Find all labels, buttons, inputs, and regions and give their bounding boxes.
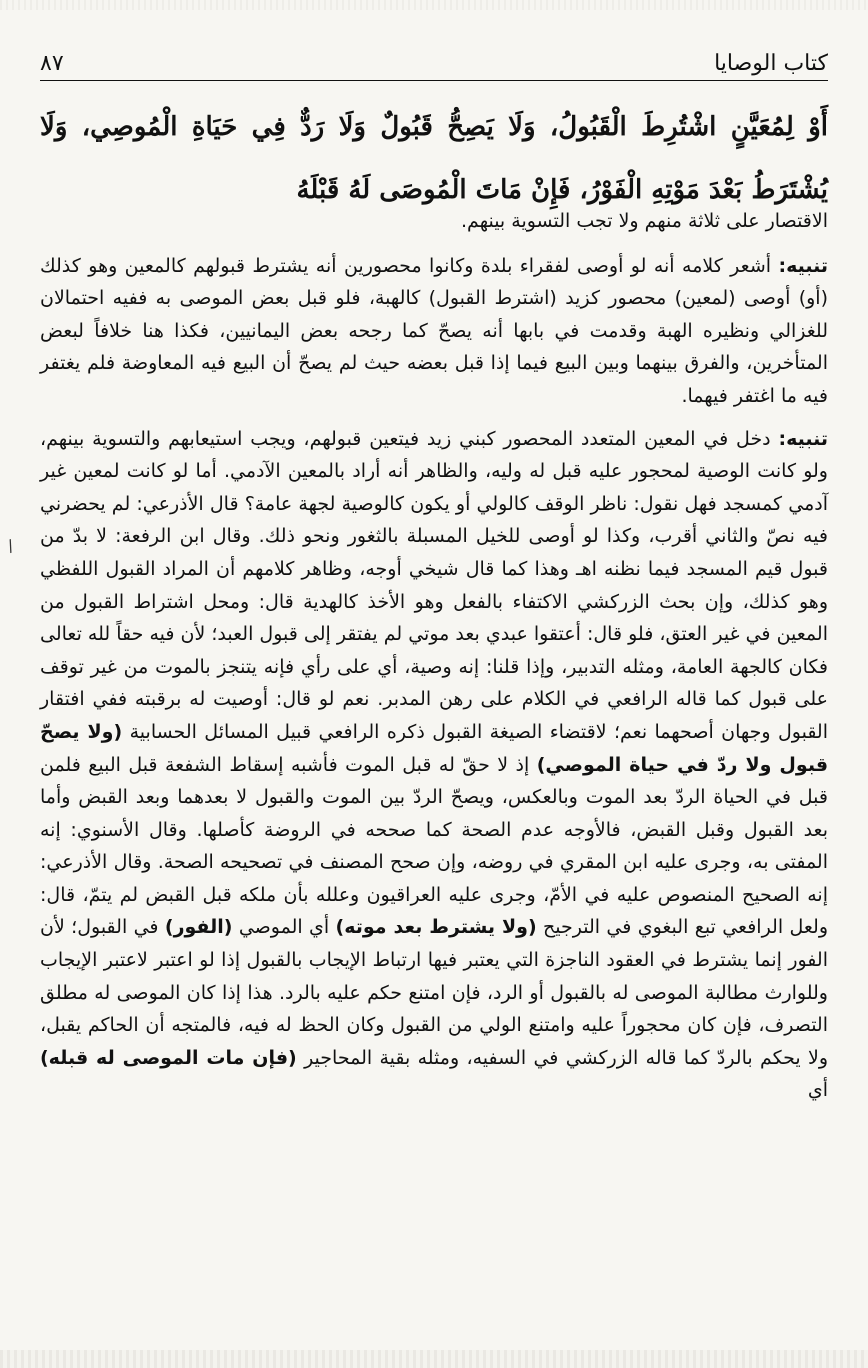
note-label: تنبيه:: [778, 427, 828, 450]
note-text: في القبول؛ لأن الفور إنما يشترط في العقود الناجزة التي يعتبر فيها ارتباط الإيجاب بالقبول إذا لو اعتبر لاعتبر الإيجاب وللوارث مطالبة الموصى له بالقبول أو الرد، فإن امتنع حكم عليه بالرد. هذا إذا كان الموصى له مطلق التصرف، فإن كان محجوراً عليه وامتنع الولي من القبول وكان الحظ له فيه، فالمتجه أن الحاكم يقبل، ولا يحكم بالردّ كما قاله الزركشي في السفيه، ومثله بقية المحاجير: [40, 916, 829, 1069]
page-header: [40, 40, 828, 81]
note-text: دخل في المعين المتعدد المحصور كبني زيد فيتعين قبولهم، ويجب استيعابهم والتسوية بينهم، ولو كانت الوصية لمحجور عليه قبل له وليه، والظاهر أنه أراد بالمعين الآدمي. أما لو كانت لمعين غير آدمي كمسجد فهل نقول: ناظر الوقف كالولي أو يكون كالوصية لجهة عامة؟ قال الأذرعي: لم يحضرني فيه نصّ والثاني أقرب، وكذا لو أوصى للخيل المسبلة بالثغور ونحو ذلك. وقال ابن الرفعة: لا بدّ من قبول قيم المسجد فيما نظنه اهـ وهذا كما قال شيخي أوجه، وظاهر كلامهم أن المراد القبول اللفظي وهو كذلك، وإن بحث الزركشي الاكتفاء بالفعل وهو الأخذ كالهدية قال: ومحل اشتراط القبول من المعين في غير العتق، فلو قال: أعتقوا عبدي بعد موتي لم يفتقر إلى قبول العبد؛ لأن فيه حقاً لله تعالى فكان كالجهة العامة، ومثله التدبير، وإذا قلنا: إنه وصية، أي على رأي فإنه يتنجز بالموت من غير توقف على قبول كما قاله الرافعي في الكلام على رهن المدبر. نعم لو قال: أوصيت له برقبته ففي افتقار القبول وجهان أصحهما نعم؛ لاقتضاء الصيغة القبول ذكره الرافعي قبيل المسائل الحسابية: [40, 427, 829, 743]
scan-top-edge: [0, 0, 868, 10]
note-text: إذ لا حقّ له قبل الموت فأشبه إسقاط الشفعة قبل البيع فلمن قبل في الحياة الردّ بعد الموت وبالعكس، ويصحّ الردّ بين الموت والقبول لا بعدهما وبعد القبض وأما بعد القبول وقبل القبض، فالأوجه عدم الصحة كما صححه في الروضة كأصلها. وقال الأسنوي: إنه المفتى به، وجرى عليه ابن المقري في روضه، وإن صحح المصنف في تصحيحه الصحة. وقال الأذرعي: إنه الصحيح المنصوص عليه في الأمّ، وجرى عليه العراقيون وعلله بأن ملكه قبل القبض لم يتمّ، قال: ولعل الرافعي تبع البغوي في الترجيح: [40, 753, 829, 939]
matn-quote: (الفور): [164, 916, 233, 939]
running-title: كتاب الوصايا: [714, 51, 828, 76]
margin-mark: /: [4, 535, 17, 556]
commentary: [40, 205, 828, 1117]
note-text: أي الموصي: [238, 916, 330, 939]
scan-bottom-edge: [0, 1350, 868, 1368]
note-paragraph-2: [40, 423, 828, 1107]
matn-quote: (ولا يشترط بعد موته): [335, 916, 537, 939]
page-number: ٨٧: [40, 51, 64, 76]
commentary-lead: الاقتصار على ثلاثة منهم ولا تجب التسوية بينهم.: [461, 210, 828, 232]
note-text: أشعر كلامه أنه لو أوصى لفقراء بلدة وكانوا محصورين أنه يشترط قبولهم كالمعين وهو كذلك (أو) أوصى (لمعين) محصور كزيد (اشترط القبول) كالهبة، فلو قبل بعض الموصى به ففيه احتمالان للغزالي ونظيره الهبة وقدمت في بابها أنه يصحّ كما رجحه بعض اليمانيين، فكذا هنا خلافاً لبعض المتأخرين، والفرق بينهما وبين البيع فيما إذا قبل بعضه حيث لم يصحّ أن البيع فيه المعاوضة فلم يغتفر فيه ما اغتفر فيهما.: [40, 254, 828, 407]
note-paragraph-1: [40, 250, 828, 413]
note-text: أي: [807, 1079, 828, 1102]
note-label: تنبيه:: [778, 254, 828, 277]
matn-quote: (فإن مات الموصى له قبله): [40, 1046, 297, 1069]
matn-quote: (ولا يصحّ قبول ولا ردّ في حياة الموصي): [40, 720, 829, 776]
matn-text: أَوْ لِمُعَيَّنٍ اشْتُرِطَ الْقَبُولُ، وَلَا يَصِحُّ قَبُولٌ وَلَا رَدٌّ فِي حَيَاةِ الْمُوصِي، وَلَا يُشْتَرَطُ بَعْدَ مَوْتِهِ الْفَوْرُ، فَإِنْ مَاتَ الْمُوصَى لَهُ قَبْلَهُ: [40, 112, 828, 205]
